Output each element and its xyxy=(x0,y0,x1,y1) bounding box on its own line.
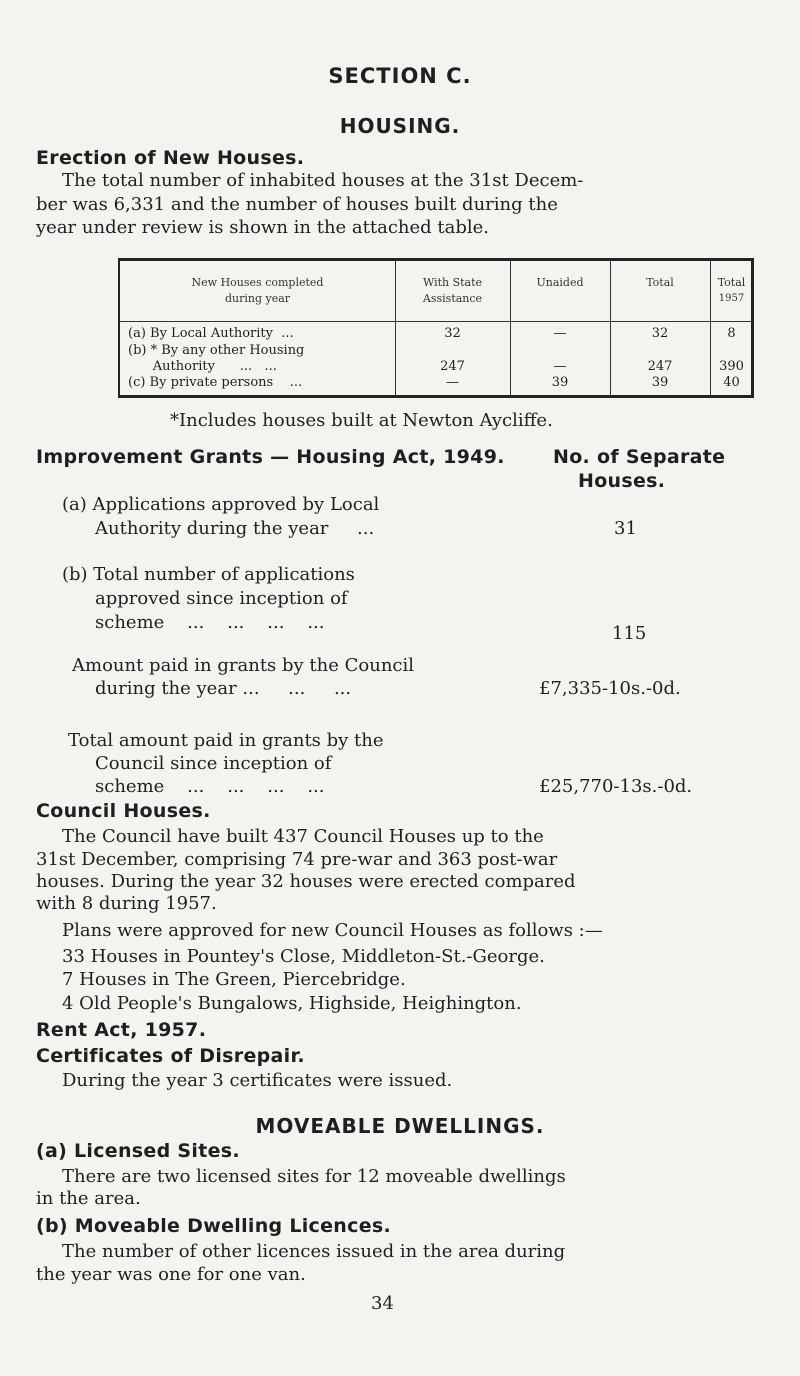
total-amount-line-2: Council since inception of xyxy=(95,753,332,774)
row-a-unaided: — xyxy=(553,326,567,341)
erection-line-3: year under review is shown in the attached table. xyxy=(36,217,490,238)
plans-item-2: 7 Houses in The Green, Piercebridge. xyxy=(62,969,406,990)
section-title: SECTION C. xyxy=(328,64,472,88)
plans-item-3: 4 Old People's Bungalows, Highside, Heighington. xyxy=(62,993,522,1014)
item-b-line-1: (b) Total number of applications xyxy=(62,564,355,585)
page-number: 34 xyxy=(371,1293,394,1314)
amount-line-2: during the year ... ... ... xyxy=(95,678,352,699)
item-a-line-2: Authority during the year ... xyxy=(95,518,375,539)
council-line-3: houses. During the year 32 houses were erected compared xyxy=(36,871,576,892)
amount-line-1: Amount paid in grants by the Council xyxy=(72,655,415,676)
certificates-heading: Certificates of Disrepair. xyxy=(36,1045,305,1067)
row-c-unaided: 39 xyxy=(551,375,569,390)
plans-intro: Plans were approved for new Council Houses as follows :— xyxy=(62,920,603,941)
council-heading: Council Houses. xyxy=(36,800,211,822)
row-a-total: 32 xyxy=(651,326,669,341)
separate-houses-heading-1: No. of Separate xyxy=(553,446,726,468)
row-a-total-1957: 8 xyxy=(727,326,736,341)
item-b-line-2: approved since inception of xyxy=(95,588,348,609)
row-b-total-1957: 390 xyxy=(719,359,744,374)
licensed-line-1: There are two licensed sites for 12 moveable dwellings xyxy=(62,1166,566,1187)
row-b-label-2: Authority ... ... xyxy=(128,359,277,374)
improvement-heading: Improvement Grants — Housing Act, 1949. xyxy=(36,446,505,468)
licences-heading: (b) Moveable Dwelling Licences. xyxy=(36,1215,392,1237)
item-b-value: 115 xyxy=(612,623,647,644)
header-new-houses: New Houses completed during year xyxy=(191,276,324,305)
row-a-state: 32 xyxy=(444,326,461,341)
total-amount-value: £25,770-13s.-0d. xyxy=(539,776,693,797)
separate-houses-heading-2: Houses. xyxy=(578,470,666,492)
council-line-2: 31st December, comprising 74 pre-war and 363 post-war xyxy=(36,849,558,870)
certificates-text: During the year 3 certificates were issued. xyxy=(62,1070,453,1091)
housing-title: HOUSING. xyxy=(339,114,461,138)
erection-line-1: The total number of inhabited houses at the 31st Decem- xyxy=(62,170,584,191)
row-b-unaided: — xyxy=(553,359,567,374)
total-amount-line-3: scheme ... ... ... ... xyxy=(95,776,325,797)
rent-act-heading: Rent Act, 1957. xyxy=(36,1019,207,1041)
table-footnote: *Includes houses built at Newton Aycliffe. xyxy=(170,410,553,431)
row-c-label: (c) By private persons ... xyxy=(128,375,303,390)
header-state-assistance: With State Assistance xyxy=(422,276,483,305)
row-a-label: (a) By Local Authority ... xyxy=(128,326,294,341)
row-c-total-1957: 40 xyxy=(723,375,740,390)
licensed-sites-heading: (a) Licensed Sites. xyxy=(36,1140,240,1162)
header-total-1957: Total 1957 xyxy=(717,276,746,304)
item-a-line-1: (a) Applications approved by Local xyxy=(62,494,380,515)
council-line-4: with 8 during 1957. xyxy=(36,893,217,914)
row-b-label-1: (b) * By any other Housing xyxy=(128,343,305,358)
row-c-state: — xyxy=(446,375,459,390)
licences-line-2: the year was one for one van. xyxy=(36,1264,306,1285)
amount-value: £7,335-10s.-0d. xyxy=(539,678,681,699)
plans-item-1: 33 Houses in Pountey's Close, Middleton-St.-George. xyxy=(62,946,545,967)
item-b-line-3: scheme ... ... ... ... xyxy=(95,612,325,633)
header-total: Total xyxy=(646,276,674,289)
moveable-title: MOVEABLE DWELLINGS. xyxy=(255,1114,545,1138)
council-line-1: The Council have built 437 Council Houses up to the xyxy=(62,826,544,847)
row-b-state: 247 xyxy=(440,359,465,374)
new-houses-table xyxy=(118,258,754,398)
item-a-value: 31 xyxy=(614,518,637,539)
erection-line-2: ber was 6,331 and the number of houses built during the xyxy=(36,194,558,215)
row-b-total: 247 xyxy=(647,359,673,374)
erection-heading: Erection of New Houses. xyxy=(36,147,305,169)
total-amount-line-1: Total amount paid in grants by the xyxy=(68,730,384,751)
header-unaided: Unaided xyxy=(536,276,584,289)
licensed-line-2: in the area. xyxy=(36,1188,141,1209)
row-c-total: 39 xyxy=(651,375,669,390)
licences-line-1: The number of other licences issued in the area during xyxy=(62,1241,566,1262)
